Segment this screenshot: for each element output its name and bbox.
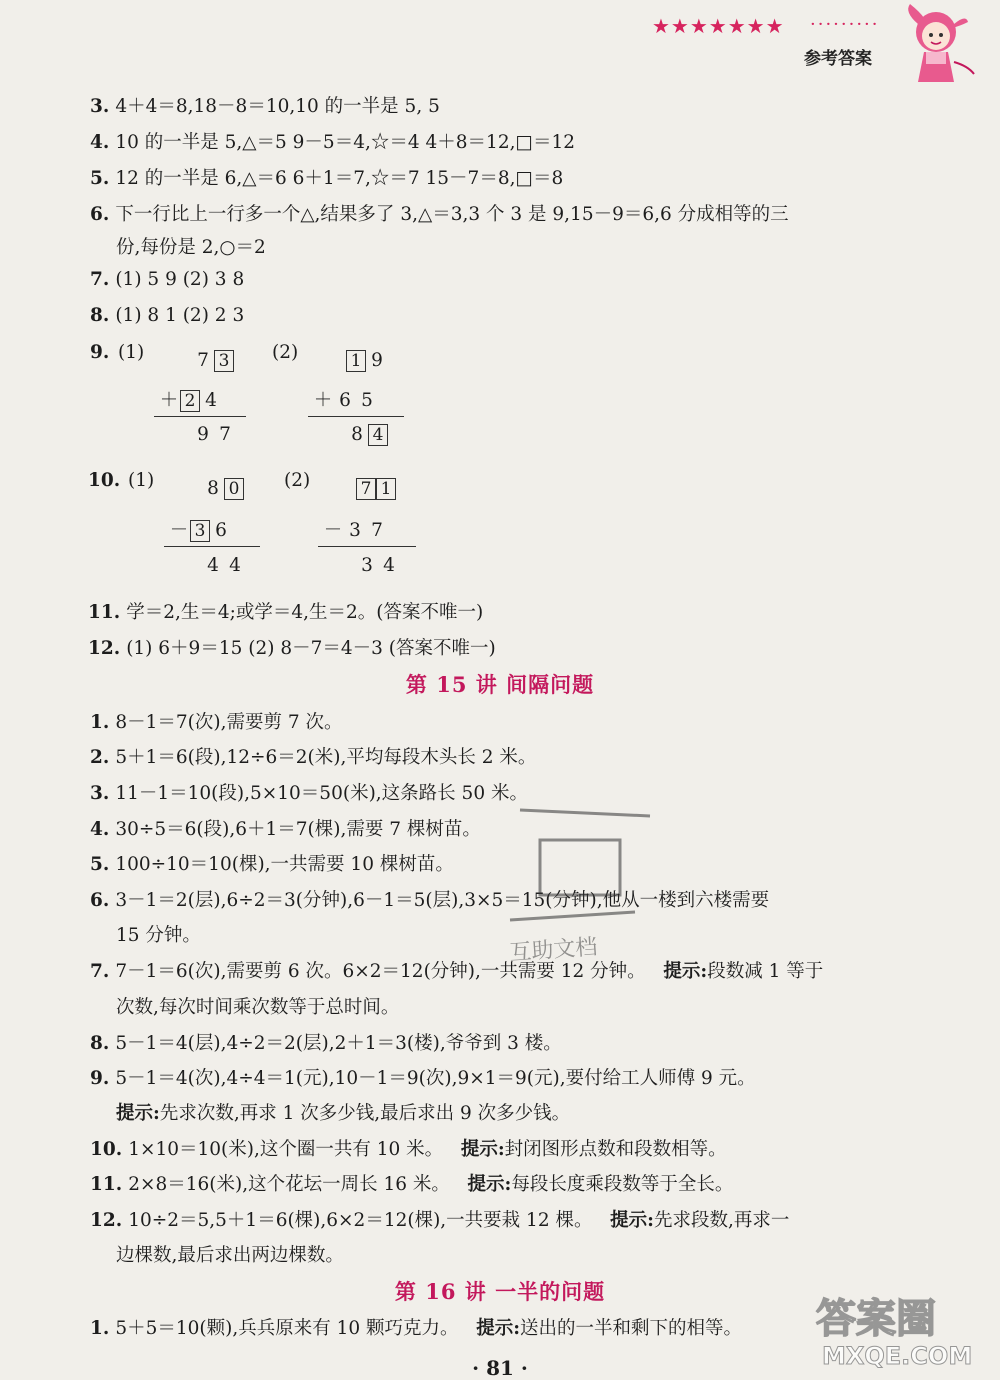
calc-row: ＋ 2 4 — [159, 390, 217, 411]
answer-line: 6. 下一行比上一行多一个△,结果多了 3,△＝3,3 个 3 是 9,15－9＝6,6 分成相等的三 — [90, 204, 789, 225]
calc-row: 9 7 — [197, 424, 231, 445]
svg-text:答案圈: 答案圈 — [816, 1296, 936, 1342]
calc-row: － 3 7 — [323, 520, 383, 541]
calc-row: 3 4 — [361, 555, 395, 576]
calc-row: 8 4 — [346, 424, 388, 446]
answer-line: 6. 3－1＝2(层),6÷2＝3(分钟),6－1＝5(层),3×5＝15(分钟),他从一楼到六楼需要 — [90, 890, 770, 911]
answer-line: 8. (1) 8 1 (2) 2 3 — [90, 305, 245, 326]
answer-line: 12. (1) 6＋9＝15 (2) 8－7＝4－3 (答案不唯一) — [88, 638, 496, 659]
answer-line-continued: 边棵数,最后求出两边棵数。 — [116, 1245, 344, 1266]
answer-line: 12. 10÷2＝5,5＋1＝6(棵),6×2＝12(棵),一共要栽 12 棵。 提示:先求段数,再求一 — [90, 1210, 790, 1231]
answer-line: 3. 11－1＝10(段),5×10＝50(米),这条路长 50 米。 — [90, 783, 528, 804]
calc-row: 7 3 — [192, 350, 234, 372]
answer-line: 11. 2×8＝16(米),这个花坛一周长 16 米。 提示:每段长度乘段数等于全长。 — [90, 1174, 734, 1195]
answer-line: 5. 12 的一半是 6,△＝6 6＋1＝7,☆＝7 15－7＝8,□＝8 — [90, 168, 564, 189]
calc-row: ＋ 6 5 — [313, 390, 373, 411]
answer-line: 1. 5＋5＝10(颗),兵兵原来有 10 颗巧克力。 提示:送出的一半和剩下的相等。 — [90, 1318, 743, 1339]
answer-line-continued: 15 分钟。 — [116, 925, 201, 946]
answer-line: 1. 8－1＝7(次),需要剪 7 次。 — [90, 712, 343, 733]
header-title: 参考答案 — [804, 49, 872, 69]
svg-text:MXQE.COM: MXQE.COM — [822, 1342, 973, 1370]
stamp-mark-icon — [500, 800, 660, 970]
section-title-16: 第 16 讲 一半的问题 — [394, 1279, 606, 1304]
section-title-15: 第 15 讲 间隔问题 — [405, 672, 595, 697]
calc-row: 1 9 — [346, 350, 388, 372]
svg-text:互助文档: 互助文档 — [508, 934, 599, 966]
page-header — [0, 0, 1000, 90]
answer-number: 9. — [90, 342, 110, 363]
header-dots: ········· — [810, 14, 880, 35]
answer-line: 9. 5－1＝4(次),4÷4＝1(元),10－1＝9(次),9×1＝9(元),要付给工人师傅 9 元。 — [90, 1068, 756, 1089]
page-number: · 81 · — [472, 1356, 528, 1380]
answer-line: 7. 7－1＝6(次),需要剪 6 次。6×2＝12(分钟),一共需要 12 分钟。 提示:段数减 1 等于 — [90, 961, 824, 982]
header-stars: ★★★★★★★ — [652, 14, 785, 38]
answer-line: 2. 5＋1＝6(段),12÷6＝2(米),平均每段木头长 2 米。 — [90, 747, 537, 768]
calc-row: 7 1 — [356, 478, 396, 500]
answer-hint-line: 提示:先求次数,再求 1 次多少钱,最后求出 9 次多少钱。 — [116, 1103, 571, 1124]
answer-number: 10. — [88, 470, 121, 491]
answer-line: 11. 学＝2,生＝4;或学＝4,生＝2。(答案不唯一) — [88, 602, 484, 623]
answer-line-continued: 次数,每次时间乘次数等于总时间。 — [116, 997, 400, 1018]
calc-row: 8 0 — [202, 478, 244, 500]
answer-line: 3. 4＋4＝8,18－8＝10,10 的一半是 5, 5 — [90, 96, 440, 117]
calc-row: 4 4 — [207, 555, 241, 576]
answer-line: 7. (1) 5 9 (2) 3 8 — [90, 269, 245, 290]
answer-line: 5. 100÷10＝10(棵),一共需要 10 棵树苗。 — [90, 854, 454, 875]
answer-line: 4. 10 的一半是 5,△＝5 9－5＝4,☆＝4 4＋8＝12,□＝12 — [90, 132, 575, 153]
calc-row: － 3 6 — [169, 520, 227, 541]
answer-line-continued: 份,每份是 2,○＝2 — [116, 237, 266, 258]
answer-line: 10. 1×10＝10(米),这个圈一共有 10 米。 提示:封闭图形点数和段数相等。 — [90, 1139, 727, 1160]
answer-line: 8. 5－1＝4(层),4÷2＝2(层),2＋1＝3(楼),爷爷到 3 楼。 — [90, 1033, 562, 1054]
girl-mascot-icon — [896, 2, 980, 90]
answer-line: 4. 30÷5＝6(段),6＋1＝7(棵),需要 7 棵树苗。 — [90, 819, 481, 840]
